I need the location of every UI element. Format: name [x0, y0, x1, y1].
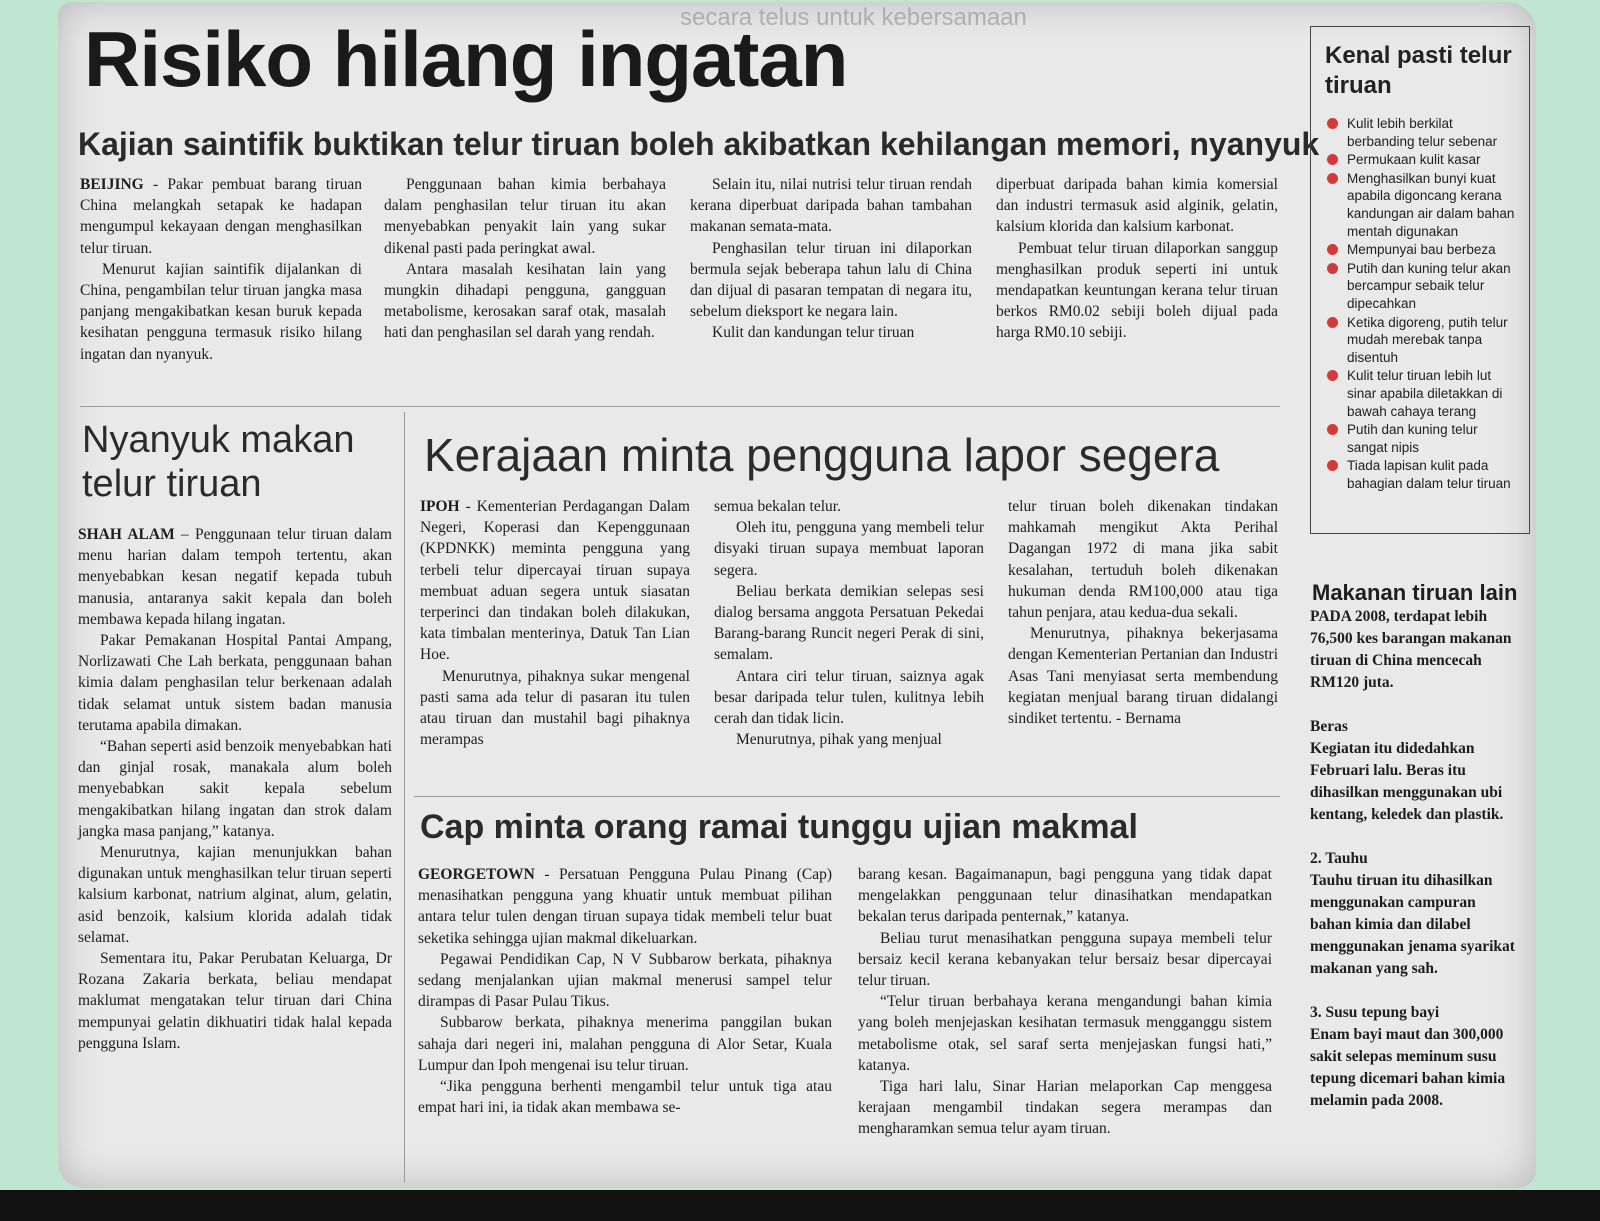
cap-column-1: GEORGETOWN - Persatuan Pengguna Pulau Pinang (Cap) menasihatkan pengguna yang khuatir untuk membuat pilihan antara telur tulen dengan tiruan supaya tidak membeli telur buat seketika sehingga ujian makmal dikeluarkan. Pegawai Pendidikan Cap, N V Subbarow berkata, pihaknya sedang menjalankan ujian makmal menerusi sampel telur dirampas di Pasar Pulau Tikus. Subbarow berkata, pihaknya menerima panggilan bukan sahaja dari negeri ini, malahan pengguna di Alor Setar, Kuala Lumpur dan Ipoh mengenai isu telur tiruan. “Jika pengguna berhenti mengambil telur untuk tiga atau empat hari ini, ia tidak akan membawa se- [418, 866, 832, 1117]
kerajaan-column-1: IPOH - Kementerian Perdagangan Dalam Negeri, Koperasi dan Kepenggunaan (KPDNKK) meminta pengguna yang terbeli telur dipercayai tiruan supaya membuat aduan segera untuk siasatan terperinci dan tindakan boleh dilakukan, kata timbalan menterinya, Datuk Tan Lian Hoe. Menurutnya, pihaknya sukar mengenal pasti sama ada telur di pasaran itu tulen atau tiruan dan mustahil bagi pihaknya merampas [420, 498, 690, 749]
nyanyuk-body: SHAH ALAM – Penggunaan telur tiruan dalam menu harian dalam tempoh tertentu, akan menyebabkan kesan negatif kepada tubuh manusia, antaranya sakit kepala dan boleh membawa kepada hilang ingatan. Pakar Pemakanan Hospital Pantai Ampang, Norlizawati Che Lah berkata, penggunaan bahan kimia dalam penghasilan telur berkenaan adalah tidak selamat untuk sistem badan manusia terutama apabila dimakan. “Bahan seperti asid benzoik menyebabkan hati dan ginjal rosak, manakala alum boleh menyebabkan sakit kepala sebelum mengakibatkan hilang ingatan dan strok dalam jangka masa panjang,” katanya. Menurutnya, kajian menunjukkan bahan digunakan untuk menghasilkan telur tiruan seperti kalsium karbonat, natrium alginat, alum, gelatin, asid benzoik, kalsium klorida adalah tidak selamat. Sementara itu, Pakar Perubatan Keluarga, Dr Rozana Zakaria berkata, beliau mendapat maklumat mengatakan telur tiruan dari China mempunyai gelatin dikhuatiri tidak halal kepada pengguna Islam. [78, 526, 392, 1052]
cap-column-2: barang kesan. Bagaimanapun, bagi pengguna yang tidak dapat mengelakkan penggunaan telur dinasihatkan mendapatkan bekalan terus daripada penternak,” katanya. Beliau turut menasihatkan pengguna supaya membeli telur bersaiz kecil kerana kebanyakan telur bersaiz besar dipercayai telur tiruan. “Telur tiruan berbahaya kerana mengandungi bahan kimia yang boleh menjejaskan kesihatan termasuk mengganggu sistem metabolisme otak, sel saraf serta menjejaskan fungsi hati,” katanya. Tiga hari lalu, Sinar Harian melaporkan Cap menggesa kerajaan mengambil tindakan segera merampas dan mengharamkan semua telur ayam tiruan. [858, 866, 1272, 1138]
nyanyuk-headline: Nyanyuk makan telur tiruan [82, 419, 355, 505]
list-item: Tiada lapisan kulit pada bahagian dalam telur tiruan [1325, 457, 1519, 492]
kerajaan-headline: Kerajaan minta pengguna lapor segera [424, 429, 1220, 481]
cap-headline: Cap minta orang ramai tunggu ujian makmal [420, 808, 1138, 846]
bullet-icon [1327, 244, 1338, 255]
box-title: Kenal pasti telur tiruan [1325, 42, 1512, 99]
main-headline: Risiko hilang ingatan [84, 15, 848, 103]
list-item: Permukaan kulit kasar [1325, 151, 1519, 169]
kerajaan-column-3: telur tiruan boleh dikenakan tindakan mahkamah mengikut Akta Perihal Dagangan 1972 di mana jika sabit kesalahan, tertuduh boleh dikenakan hukuman denda RM100,000 atau tiga tahun penjara, atau kedua-dua sekali. Menurutnya, pihaknya bekerjasama dengan Kementerian Pertanian dan Industri Asas Tani menyiasat serta membendung kegiatan menjual barang tiruan didalangi sindiket tertentu. - Bernama [1008, 498, 1278, 728]
main-column-3: Selain itu, nilai nutrisi telur tiruan rendah kerana diperbuat daripada bahan tambahan makanan semata-mata. Penghasilan telur tiruan ini dilaporkan bermula sejak beberapa tahun lalu di China dan dijual di pasaran tempatan di negara itu, sebelum dieksport ke negara lain. Kulit dan kandungan telur tiruan [690, 176, 972, 342]
box-list [1325, 115, 1519, 492]
list-item: Putih dan kuning telur akan bercampur sebaik telur dipecahkan [1325, 260, 1519, 313]
fake-food-item: 2. Tauhu Tauhu tiruan itu dihasilkan menggunakan campuran bahan kimia dan dilabel menggunakan jenama syarikat makanan yang sah. [1310, 850, 1515, 977]
scanner-bottom-edge [0, 1190, 1600, 1221]
fake-food-item: Beras Kegiatan itu didedahkan Februari lalu. Beras itu dihasilkan menggunakan ubi kentang, keledek dan plastik. [1310, 718, 1504, 823]
kerajaan-column-2: semua bekalan telur. Oleh itu, pengguna yang membeli telur disyaki tiruan supaya membuat laporan segera. Beliau berkata demikian selepas sesi dialog bersama anggota Persatuan Pekedai Barang-barang Runcit negeri Perak di sini, semalam. Antara ciri telur tiruan, saiznya agak besar daripada telur tulen, kulitnya lebih cerah dan tidak licin. Menurutnya, pihak yang menjual [714, 498, 984, 749]
fake-food-item: 3. Susu tepung bayi Enam bayi maut dan 300,000 sakit selepas meminum susu tepung dicemari bahan kimia melamin pada 2008. [1310, 1004, 1506, 1109]
identify-fake-eggs-box [1310, 26, 1530, 534]
list-item: Kulit telur tiruan lebih lut sinar apabila diletakkan di bawah cahaya terang [1325, 367, 1519, 420]
divider [414, 796, 1280, 797]
fake-food-body [1310, 606, 1520, 1134]
list-item: Putih dan kuning telur sangat nipis [1325, 421, 1519, 456]
main-column-4: diperbuat daripada bahan kimia komersial dan industri termasuk asid alginik, gelatin, kalsium klorida dan kalsium karbonat. Pembuat telur tiruan dilaporkan sanggup menghasilkan produk seperti ini untuk mendapatkan keuntungan kerana telur tiruan berkos RM0.02 sebiji boleh dijual pada harga RM0.10 sebiji. [996, 176, 1278, 342]
list-item: Menghasilkan bunyi kuat apabila digoncang kerana kandungan air dalam bahan mentah digunakan [1325, 170, 1519, 240]
bullet-icon [1327, 263, 1338, 274]
fake-food-intro: PADA 2008, terdapat lebih 76,500 kes barangan makanan tiruan di China mencecah RM120 juta. [1310, 608, 1512, 691]
bullet-icon [1327, 370, 1338, 381]
bullet-icon [1327, 424, 1338, 435]
bullet-icon [1327, 118, 1338, 129]
bleed-through-text: secara telus untuk kebersamaan [680, 4, 1027, 31]
fake-food-title: Makanan tiruan lain [1312, 580, 1518, 605]
bullet-icon [1327, 460, 1338, 471]
list-item: Mempunyai bau berbeza [1325, 241, 1519, 259]
bullet-icon [1327, 173, 1338, 184]
cap-dateline: GEORGETOWN [418, 866, 535, 883]
main-column-1: BEIJING - Pakar pembuat barang tiruan China melangkah setapak ke hadapan mengumpul kekayaan dengan menghasilkan telur tiruan. Menurut kajian saintifik dijalankan di China, pengambilan telur tiruan jangka masa panjang mengakibatkan kesan buruk kepada kesihatan pengguna termasuk risiko hilang ingatan dan nyanyuk. [80, 176, 362, 363]
main-dateline: BEIJING [80, 176, 144, 193]
main-column-2: Penggunaan bahan kimia berbahaya dalam penghasilan telur tiruan itu akan menyebabkan penyakit lain yang sukar dikenal pasti pada peringkat awal. Antara masalah kesihatan lain yang mungkin dihadapi pengguna, gangguan metabolisme, kerosakan saraf otak, masalah hati dan penghasilan sel darah yang rendah. [384, 176, 666, 342]
list-item: Ketika digoreng, putih telur mudah merebak tanpa disentuh [1325, 314, 1519, 367]
main-subheadline: Kajian saintifik buktikan telur tiruan boleh akibatkan kehilangan memori, nyanyuk [78, 126, 1320, 162]
nyanyuk-dateline: SHAH ALAM [78, 526, 175, 543]
divider [80, 406, 1280, 407]
kerajaan-dateline: IPOH [420, 498, 460, 515]
bullet-icon [1327, 317, 1338, 328]
list-item: Kulit lebih berkilat berbanding telur sebenar [1325, 115, 1519, 150]
bullet-icon [1327, 154, 1338, 165]
divider [404, 412, 405, 1182]
